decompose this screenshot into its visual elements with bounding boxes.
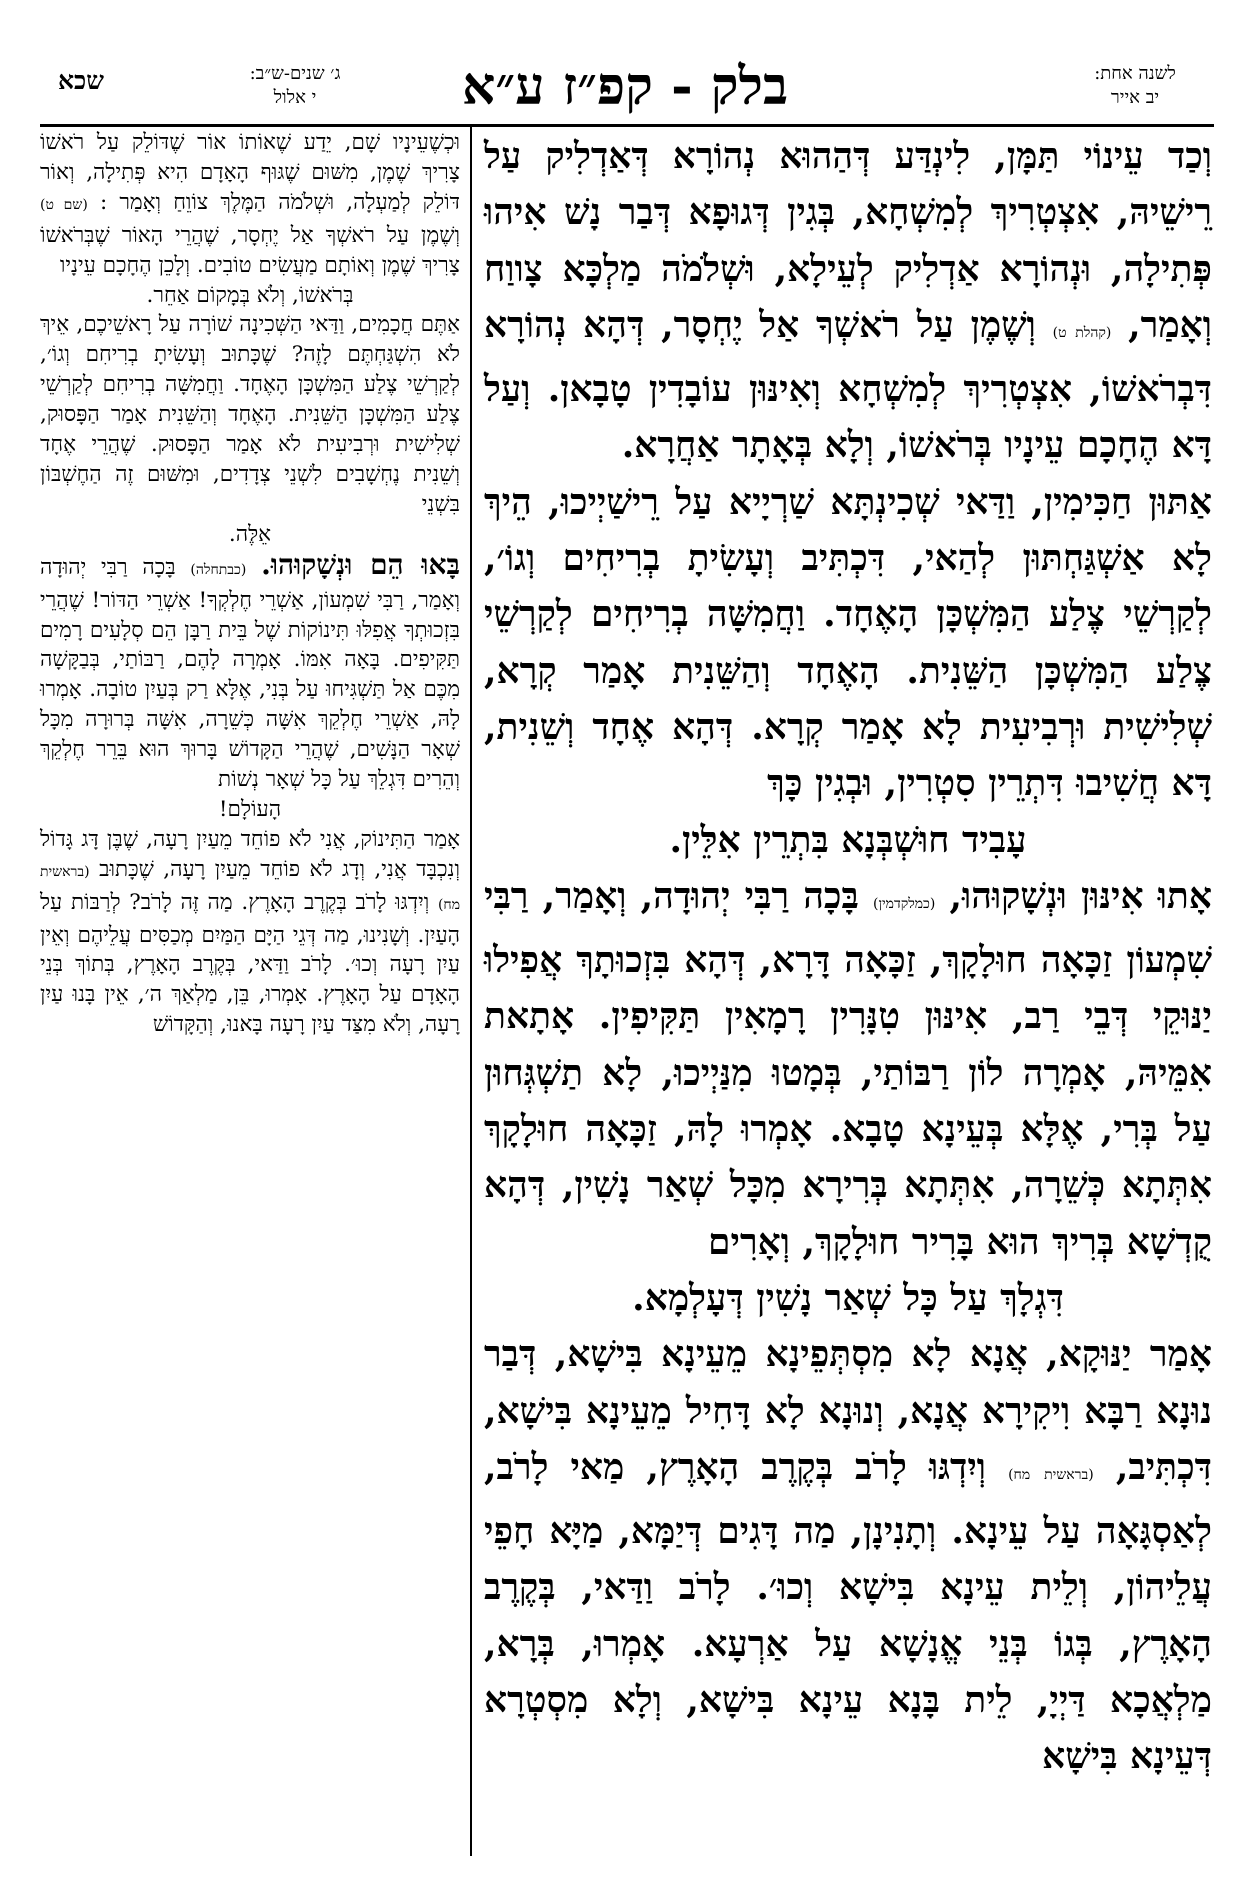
translation-paragraph-end: אֵלֶּה. xyxy=(228,521,272,547)
schedule-one-year xyxy=(1060,62,1210,110)
main-paragraph: אַתּוּן חַכִּימִין, וַדַּאי שְׁכִינְתָּא שַׁרְיָיא עַל רֵישַׁיְיכוּ, הֵיךְ לָא אַשְׁגַּחְתּוּן לְהַאי, דִּכְתִּיב וְעָשִׂיתָ בְרִיחִים וְגוֹ׳, לְקַרְשֵׁי צֶלַע הַמִּשְׁכָּן הָאֶחָד. וַחֲמִשָּׁה בְרִיחִים לְקַרְשֵׁי צֶלַע הַמִּשְׁכָּן הַשֵּׁנִית. הָאֶחָד וְהַשֵּׁנִית אָמַר קְרָא, שְׁלִישִׁית וּרְבִיעִית לָא אָמַר קְרָא. דְּהָא אֶחָד וְשֵׁנִית, דָּא חֲשִׁיבוּ דִּתְרֵין סִטְרִין, וּבְגִין כָּךְ xyxy=(484,480,1212,805)
schedule-date: יב אייר xyxy=(1110,87,1160,108)
main-paragraph: אָמַר יַנּוּקָא, אֲנָא לָא מִסְתְּפֵינָא מֵעֵינָא בִּישָׁא, דְּבַר נוּנָא רַבָּא וִיקִירָא אֲנָא, וְנוּנָא לָא דָּחִיל מֵעֵינָא בִּישָׁא, דִּכְתִּיב, (בראשית מח) וְיִדְגּוּ לָרֹב בְּקֶרֶב הָאָרֶץ, מַאי לָרֹב, לְאַסְגָּאָה עַל עֵינָא. וְתָנִינָן, מַה דָּגִים דְּיַמָּא, מַיָּא חָפֵי עֲלֵיהוֹן, וְלֵית עֵינָא בִּישָׁא וְכוּ׳. לָרֹב וַדַּאי, בְּקֶרֶב הָאָרֶץ, בְּגוֹ בְּנֵי אֱנָשָׁא עַל אַרְעָא. אָמְרוּ, בְּרָא, מַלְאֲכָא דַּיְיָ, לֵית בָּנָא עֵינָא בִּישָׁא, וְלָא מִסְטְרָא דְּעֵינָא בִּישָׁא xyxy=(484,1333,1212,1778)
schedule-label: ג׳ שנים-ש״ב: xyxy=(249,63,341,84)
main-paragraph: אָתוּ אִינּוּן וּנְשָׁקוּהוּ, (כמלקדמין) בָּכָה רַבִּי יְהוּדָה, וְאָמַר, רַבִּי שִׁמְעוֹן זַכָּאָה חוּלָקָךְ, זַכָּאָה דָּרָא, דְּהָא בִּזְכוּתָךְ אֲפִילוּ יַנּוּקֵי דְּבֵי רַב, אִינּוּן טִנָּרִין רָמָאִין תַּקִּיפִין. אָתָאת אִמֵּיהּ, אָמְרָה לוֹן רַבּוֹתַי, בְּמָטוּ מִנַּיְיכוּ, לָא תַשְׁגְּחוּן עַל בְּרִי, אֶלָּא בְּעֵינָא טָבָא. אָמְרוּ לָהּ, זַכָּאָה חוּלָקָךְ אִתְּתָא כְּשֵׁרָה, אִתְּתָא בְּרִירָא מִכָּל שְׁאַר נָשִׁין, דְּהָא קֻדְשָׁא בְּרִיךְ הוּא בָּרִיר חוּלָקָךְ, וְאָרִים xyxy=(484,874,1212,1263)
source-reference: (בראשית מח) xyxy=(1008,1466,1094,1483)
page-number: שכא xyxy=(58,66,104,95)
column-divider xyxy=(470,124,472,1856)
page-title: בלק - קפ״ז ע״א xyxy=(461,56,789,117)
translation-column xyxy=(40,128,460,1040)
schedule-label: לשנה אחת: xyxy=(1094,63,1176,84)
main-paragraph-end: דִּגְלָךְ עַל כָּל שְׁאַר נָשִׁין דְּעָלְמָא. xyxy=(632,1276,1064,1319)
translation-paragraph: אַתֶּם חֲכָמִים, וַדַּאי הַשְּׁכִינָה שׁוֹרָה עַל רָאשֵׁיכֶם, אֵיךְ לֹא הִשְׁגַּחְתֶּם לָזֶה? שֶׁכָּתוּב וְעָשִׂיתָ בְרִיחִם וְגוֹ׳, לְקַרְשֵׁי צֶלַע הַמִּשְׁכָּן הָאֶחָד. וַחֲמִשָּׁה בְרִיחִם לְקַרְשֵׁי צֶלַע הַמִּשְׁכָּן הַשֵּׁנִית. הָאֶחָד וְהַשֵּׁנִית אָמַר הַפָּסוּק, שְׁלִישִׁית וּרְבִיעִית לֹא אָמַר הַפָּסוּק. שֶׁהֲרֵי אֶחָד וְשֵׁנִית נֶחְשָׁבִים לִשְׁנֵי צְדָדִים, וּמִשּׁוּם זֶה הַחֶשְׁבּוֹן בִּשְׁנֵי xyxy=(40,312,460,517)
translation-paragraph: אָמַר הַתִּינוֹק, אֲנִי לֹא פוֹחֵד מֵעַיִן רָעָה, שֶׁבֶּן דָּג גָּדוֹל וְנִכְבָּד אֲנִי, וְדָג לֹא פוֹחֵד מֵעַיִן רָעָה, שֶׁכָּתוּב (בראשית מח) וְיִדְגּוּ לָרֹב בְּקֶרֶב הָאָרֶץ. מַה זֶּה לָרֹב? לְרַבּוֹת עַל הָעַיִן. וְשָׁנִינוּ, מַה דְּגֵי הַיָּם הַמַּיִם מְכַסִּים עֲלֵיהֶם וְאֵין עַיִן רָעָה וְכוּ׳. לָרֹב וַדַּאי, בְּקֶרֶב הָאָרֶץ, בְּתוֹךְ בְּנֵי הָאָדָם עַל הָאָרֶץ. אָמְרוּ, בֵּן, מַלְאַךְ ה׳, אֵין בָּנוּ עַיִן רָעָה, וְלֹא מִצַּד עַיִן רָעָה בָּאנוּ, וְהַקָּדוֹשׁ xyxy=(40,826,460,1038)
source-reference: (קהלת ט) xyxy=(1052,324,1112,341)
source-reference: (כבתחלה) xyxy=(190,561,247,578)
header-rule xyxy=(40,124,1214,127)
main-paragraph: וְכַד עֵינוֹי תַּמָּן, לִינְדַּע דְּהַהוּא נְהוֹרָא דְּאַדְלִיק עַל רֵישֵׁיהּ, אִצְטְרִיךְ לְמִשְׁחָא, בְּגִין דְּגוּפָא דְּבַר נָשׁ אִיהוּ פְּתִילָה, וּנְהוֹרָא אַדְלִיק לְעֵילָא, וּשְׁלֹמֹה מַלְכָּא צָווַח וְאָמַר, (קהלת ט) וְשֶׁמֶן עַל רֹאשְׁךָ אַל יֶחְסָר, דְּהָא נְהוֹרָא דִּבְרֹאשׁוֹ, אִצְטְרִיךְ לְמִשְׁחָא וְאִינּוּן עוֹבָדִין טָבָאן. וְעַל דָּא הֶחָכָם עֵינָיו בְּרֹאשׁוֹ, וְלָא בְּאָתָר אַחֲרָא. xyxy=(484,135,1212,467)
page-header xyxy=(40,52,1210,126)
source-reference: (כמלקדמין) xyxy=(872,895,936,912)
main-text-column xyxy=(484,128,1212,1785)
translation-paragraph: בָּאוּ הֵם וּנְשָׁקוּהוּ. (כבתחלה) בָּכָה רַבִּי יְהוּדָה וְאָמַר, רַבִּי שִׁמְעוֹן, אַשְׁרֵי חֶלְקְךָ! אַשְׁרֵי הַדּוֹר! שֶׁהֲרֵי בִּזְכוּתְךָ אֲפִלּוּ תִּינוֹקוֹת שֶׁל בֵּית רַבָּן הֵם סְלָעִים רָמִים תַּקִּיפִים. בָּאָה אִמּוֹ. אָמְרָה לָהֶם, רַבּוֹתַי, בְּבַקָּשָׁה מִכֶּם אַל תַּשְׁגִּיחוּ עַל בְּנִי, אֶלָּא רַק בְּעַיִן טוֹבָה. אָמְרוּ לָהּ, אַשְׁרֵי חֶלְקֵךְ אִשָּׁה כְּשֵׁרָה, אִשָּׁה בְּרוּרָה מִכָּל שְׁאָר הַנָּשִׁים, שֶׁהֲרֵי הַקָּדוֹשׁ בָּרוּךְ הוּא בֵּרֵר חֶלְקֵךְ וְהֵרִים דִּגְלֵךְ עַל כָּל שְׁאָר נְשׁוֹת xyxy=(40,547,460,793)
source-reference: (שם ט) xyxy=(40,196,88,213)
source-reference: (בראשית מח) xyxy=(40,863,460,913)
translation-paragraph: וּכְשֶׁעֵינָיו שָׁם, יֵדַע שֶׁאוֹתוֹ אוֹר שֶׁדּוֹלֵק עַל רֹאשׁוֹ צָרִיךְ שֶׁמֶן, מִשּׁוּם שֶׁגּוּף הָאָדָם הִיא פְּתִילָה, וְאוֹר דּוֹלֵק לְמַעְלָה, וּשְׁלֹמֹה הַמֶּלֶךְ צוֹוֵחַ וְאָמַר : (שם ט) וְשֶׁמֶן עַל רֹאשְׁךָ אַל יֶחְסָר, שֶׁהֲרֵי הָאוֹר שֶׁבְּרֹאשׁוֹ צָרִיךְ שֶׁמֶן וְאוֹתָם מַעֲשִׂים טוֹבִים. וְלָכֵן הֶחָכָם עֵינָיו xyxy=(40,130,461,278)
translation-paragraph-end: הָעוֹלָם! xyxy=(218,796,282,822)
main-paragraph-end: עָבִיד חוּשְׁבְּנָא בִּתְרֵין אִלֵּין. xyxy=(669,818,1027,861)
schedule-date: י אלול xyxy=(273,87,317,108)
schedule-three-years xyxy=(180,62,410,110)
translation-paragraph-end: בְּרֹאשׁוֹ, וְלֹא בְּמָקוֹם אַחֵר. xyxy=(146,282,354,308)
